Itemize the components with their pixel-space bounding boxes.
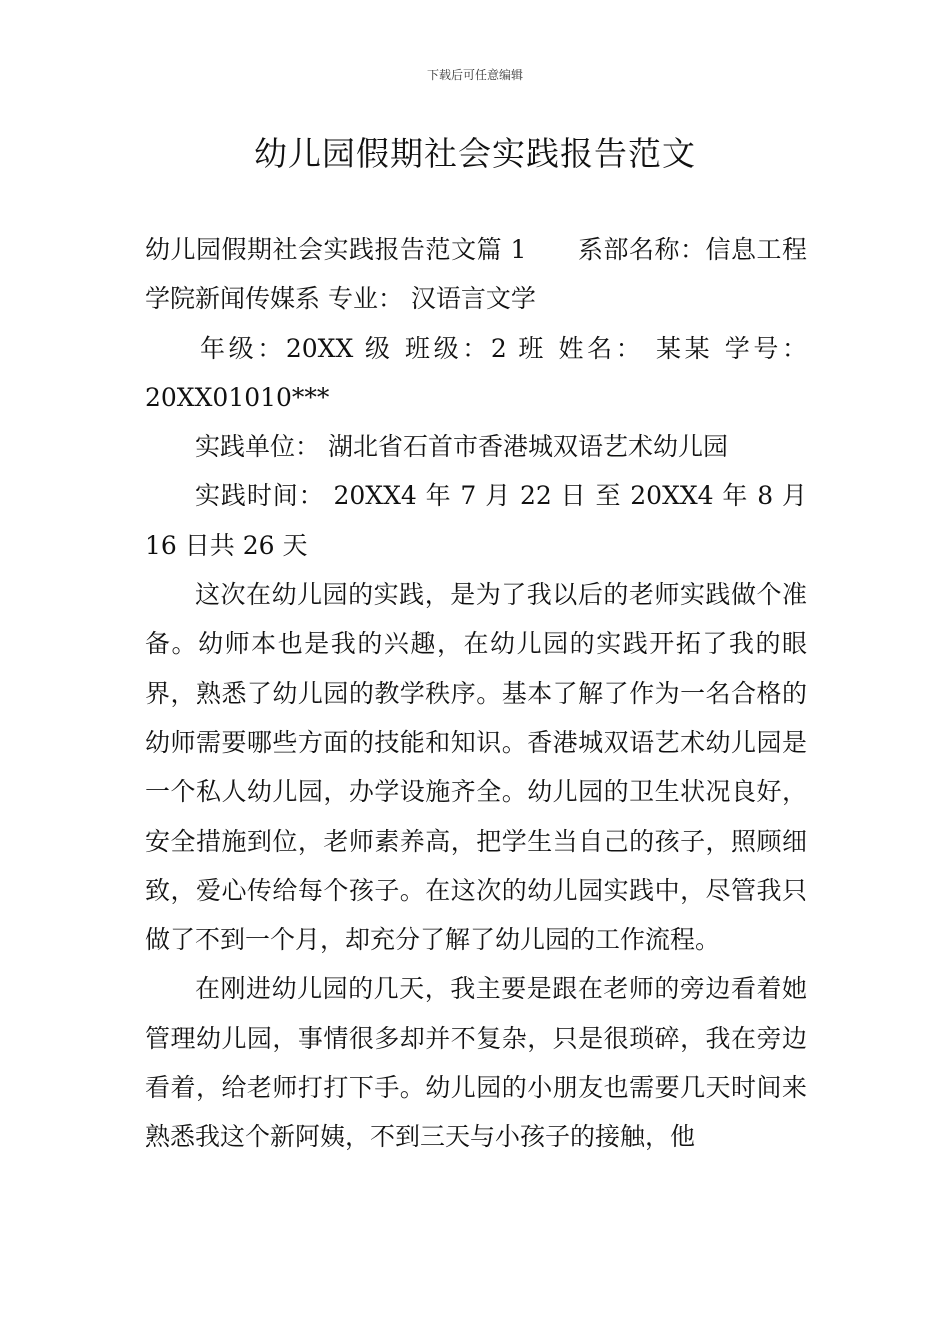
document-title: 幼儿园假期社会实践报告范文 [254,134,696,173]
paragraph-practice-time: 实践时间： 20XX4 年 7 月 22 日 至 20XX4 年 8 月 16 日共 26 天 [145,481,807,560]
paragraph-student-info: 年级：20XX 级 班级：2 班 姓名： 某某 学号：20XX01010*** [145,333,807,412]
paragraph-intro: 幼儿园假期社会实践报告范文篇 1 系部名称：信息工程学院新闻传媒系 专业： 汉语言文学 [145,235,807,314]
paragraph-practice-unit: 实践单位： 湖北省石首市香港城双语艺术幼儿园 [195,432,728,462]
paragraph-body-1: 这次在幼儿园的实践，是为了我以后的老师实践做个准备。幼师本也是我的兴趣，在幼儿园的实践开拓了我的眼界，熟悉了幼儿园的教学秩序。基本了解了作为一名合格的幼师需要哪些方面的技能和知识。香港城双语艺术幼儿园是一个私人幼儿园，办学设施齐全。幼儿园的卫生状况良好，安全措施到位，老师素养高，把学生当自己的孩子，照顾细致，爱心传给每个孩子。在这次的幼儿园实践中，尽管我只做了不到一个月，却充分了解了幼儿园的工作流程。 [145,580,807,955]
paragraph-body-2: 在刚进幼儿园的几天，我主要是跟在老师的旁边看着她管理幼儿园，事情很多却并不复杂，只是很琐碎，我在旁边看着，给老师打打下手。幼儿园的小朋友也需要几天时间来熟悉我这个新阿姨，不到三天与小孩子的接触，他 [145,974,807,1152]
document-body [145,225,807,1162]
header-note: 下载后可任意编辑 [426,68,523,82]
